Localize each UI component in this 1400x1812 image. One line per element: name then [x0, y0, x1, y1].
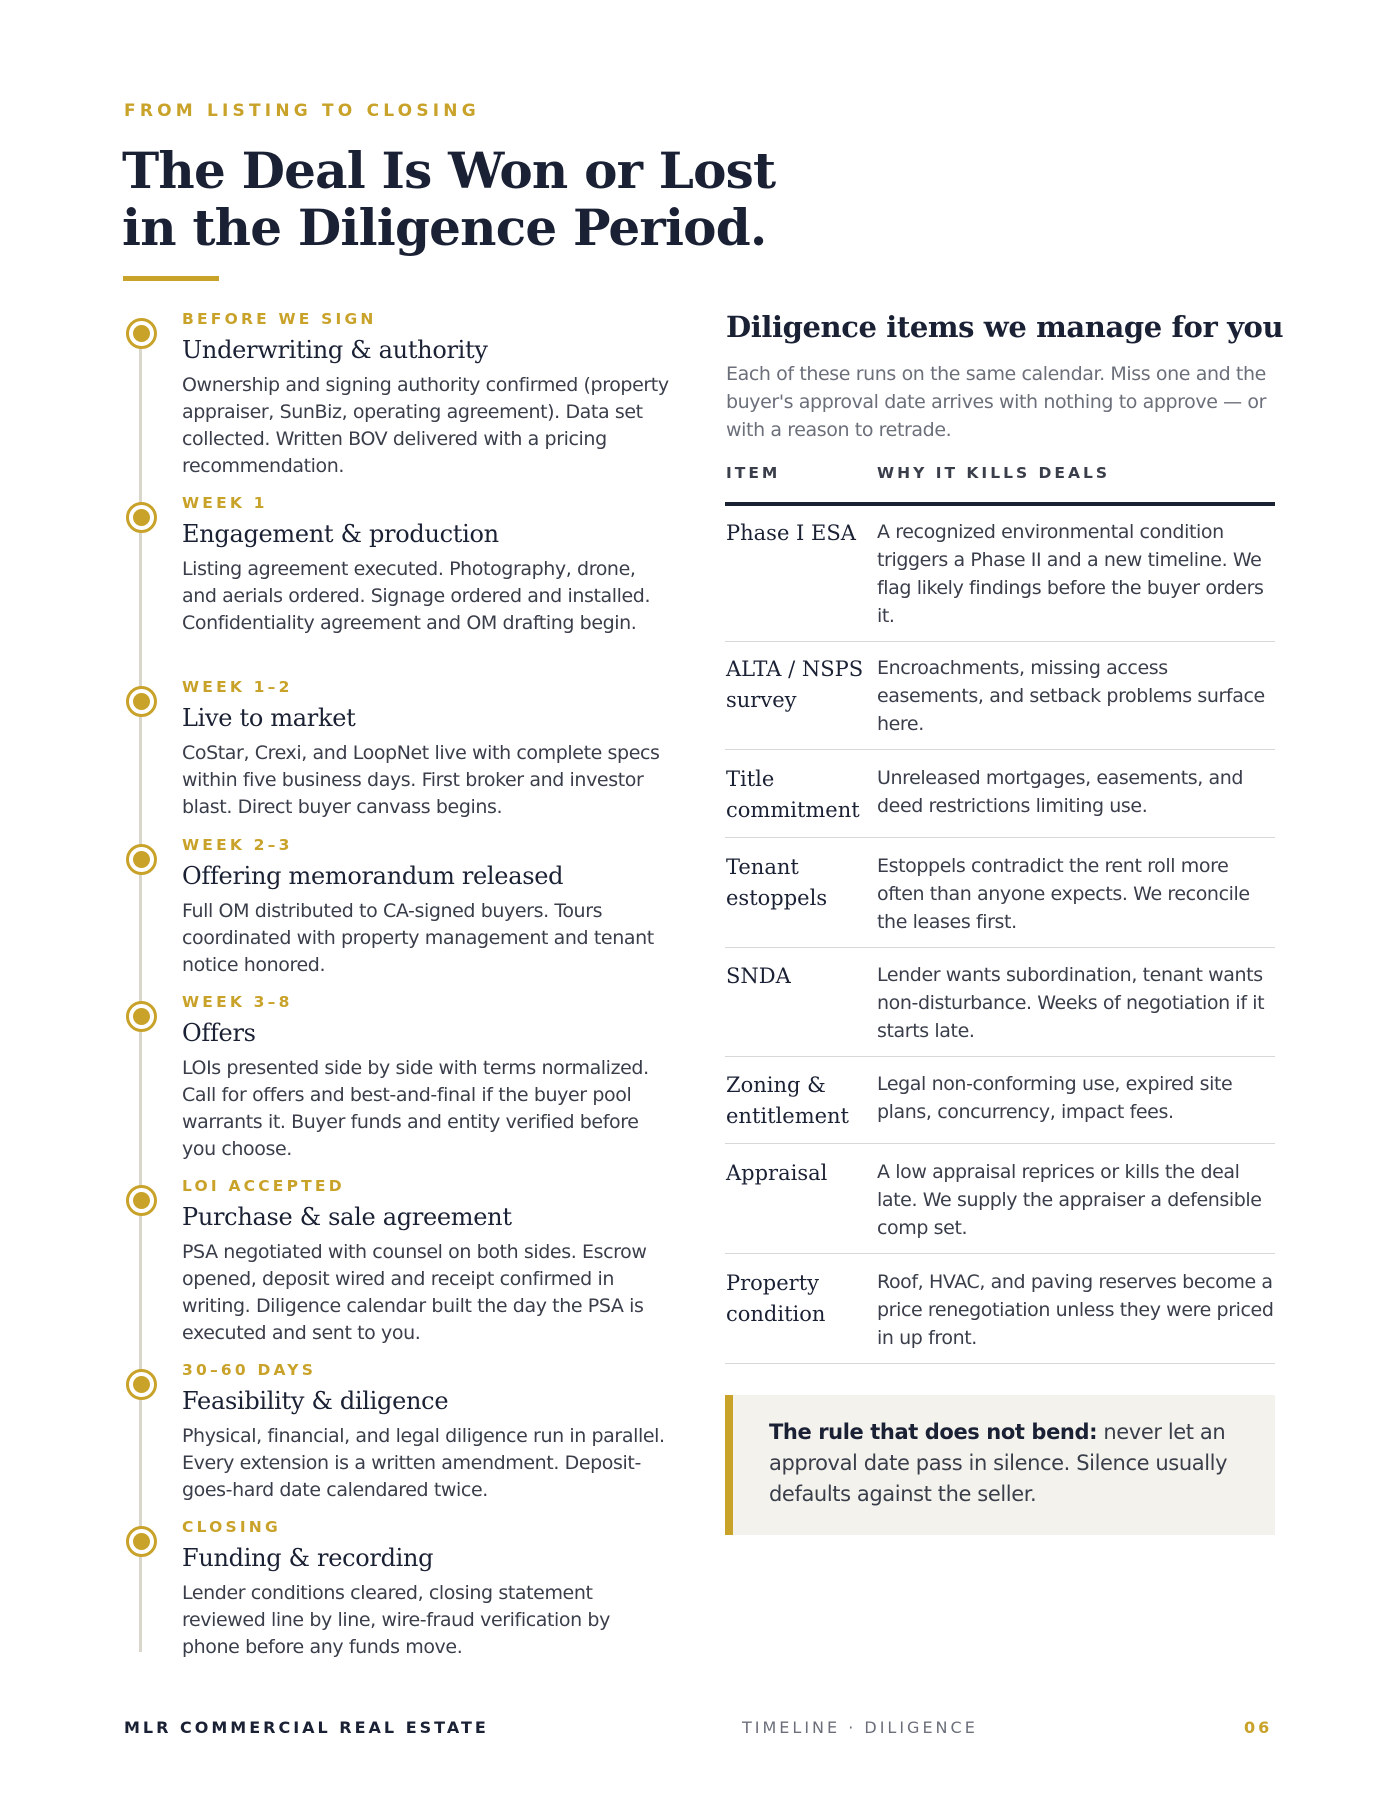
row-item: Tenant estoppels	[726, 855, 828, 910]
row-item: Title commitment	[726, 767, 860, 822]
step-title: Purchase & sale agreement	[182, 1203, 512, 1231]
table-row	[725, 852, 1275, 948]
timeline-dot	[126, 1001, 157, 1032]
table-row	[725, 764, 1275, 838]
row-why: Estoppels contradict the rent roll more often than anyone expects. We reconcile the leases first.	[877, 855, 1250, 933]
row-why: Unreleased mortgages, easements, and deed restrictions limiting use.	[877, 767, 1244, 817]
column-header-item: ITEM	[726, 464, 781, 482]
table-row	[725, 1268, 1275, 1364]
diligence-intro: Each of these runs on the same calendar. Miss one and the buyer's approval date arrives with nothing to approve — or with a reason to retrade.	[726, 363, 1267, 441]
step-label: CLOSING	[182, 1518, 281, 1536]
step-body: Listing agreement executed. Photography, drone, and aerials ordered. Signage ordered and installed. Confidentiality agreement and OM drafting begin.	[182, 558, 651, 634]
table-row	[725, 518, 1275, 642]
step-label: BEFORE WE SIGN	[182, 310, 377, 328]
timeline-dot	[126, 318, 157, 349]
timeline-dot	[126, 1369, 157, 1400]
step-label: WEEK 2–3	[182, 836, 293, 854]
step-title: Live to market	[182, 704, 356, 732]
step-label: LOI ACCEPTED	[182, 1177, 345, 1195]
row-item: Phase I ESA	[726, 521, 856, 545]
step-body: CoStar, Crexi, and LoopNet live with complete specs within five business days. First broker and investor blast. Direct buyer canvass begins.	[182, 742, 660, 818]
step-title: Funding & recording	[182, 1544, 434, 1572]
step-title: Underwriting & authority	[182, 336, 488, 364]
footer-brand: MLR COMMERCIAL REAL ESTATE	[124, 1718, 489, 1737]
footer-section: TIMELINE · DILIGENCE	[742, 1718, 978, 1737]
timeline-dot	[126, 686, 157, 717]
table-row	[725, 654, 1275, 750]
step-title: Offers	[182, 1019, 256, 1047]
step-title: Feasibility & diligence	[182, 1387, 449, 1415]
row-why: Legal non-conforming use, expired site plans, concurrency, impact fees.	[877, 1073, 1233, 1123]
step-label: WEEK 1	[182, 494, 268, 512]
eyebrow: FROM LISTING TO CLOSING	[124, 101, 480, 121]
row-why: A low appraisal reprices or kills the deal late. We supply the appraiser a defensible comp set.	[877, 1161, 1262, 1239]
step-label: 30–60 DAYS	[182, 1361, 317, 1379]
step-body: Ownership and signing authority confirmed (property appraiser, SunBiz, operating agreement). Data set collected. Written BOV delivered with a pricing recommendation.	[182, 374, 669, 477]
step-title: Offering memorandum released	[182, 862, 564, 890]
title-underline	[123, 276, 219, 281]
row-item: Appraisal	[726, 1161, 828, 1185]
callout-text	[769, 1417, 1249, 1510]
step-body: Physical, financial, and legal diligence run in parallel. Every extension is a written amendment. Deposit-goes-hard date calendared twice.	[182, 1425, 665, 1501]
row-why: Lender wants subordination, tenant wants non-disturbance. Weeks of negotiation if it starts late.	[877, 964, 1265, 1042]
table-row	[725, 1158, 1275, 1254]
table-row	[725, 1070, 1275, 1144]
timeline-dot	[126, 1185, 157, 1216]
step-label: WEEK 1–2	[182, 678, 293, 696]
row-item: ALTA / NSPS survey	[726, 657, 864, 712]
page-title-line-1: The Deal Is Won or Lost	[122, 141, 776, 200]
callout-body: never let an approval date pass in silence. Silence usually defaults against the seller.	[769, 1420, 1228, 1506]
table-row	[725, 961, 1275, 1057]
column-header-why: WHY IT KILLS DEALS	[877, 464, 1111, 482]
row-item: SNDA	[726, 964, 791, 988]
row-why: A recognized environmental condition triggers a Phase II and a new timeline. We flag likely findings before the buyer orders it.	[877, 521, 1264, 627]
row-why: Roof, HVAC, and paving reserves become a price renegotiation unless they were priced in up front.	[877, 1271, 1274, 1349]
rule-callout	[725, 1395, 1275, 1535]
timeline-dot	[126, 844, 157, 875]
timeline-dot	[126, 502, 157, 533]
row-item: Property condition	[726, 1271, 826, 1326]
table-header-rule	[725, 502, 1275, 506]
step-body: Lender conditions cleared, closing statement reviewed line by line, wire-fraud verification by phone before any funds move.	[182, 1582, 610, 1658]
page-title-line-2: in the Diligence Period.	[122, 198, 767, 257]
row-why: Encroachments, missing access easements, and setback problems surface here.	[877, 657, 1265, 735]
step-body: LOIs presented side by side with terms normalized. Call for offers and best-and-final if the buyer pool warrants it. Buyer funds and entity verified before you choose.	[182, 1057, 649, 1160]
page-number: 06	[1244, 1718, 1273, 1737]
callout-bold: The rule that does not bend:	[769, 1420, 1098, 1444]
step-body: PSA negotiated with counsel on both sides. Escrow opened, deposit wired and receipt confirmed in writing. Diligence calendar built the day the PSA is executed and sent to you.	[182, 1241, 647, 1344]
page-title	[122, 141, 776, 257]
row-item: Zoning & entitlement	[726, 1073, 849, 1128]
diligence-heading: Diligence items we manage for you	[726, 310, 1284, 344]
step-body: Full OM distributed to CA-signed buyers. Tours coordinated with property management and tenant notice honored.	[182, 900, 654, 976]
step-label: WEEK 3–8	[182, 993, 293, 1011]
step-title: Engagement & production	[182, 520, 499, 548]
timeline-dot	[126, 1526, 157, 1557]
